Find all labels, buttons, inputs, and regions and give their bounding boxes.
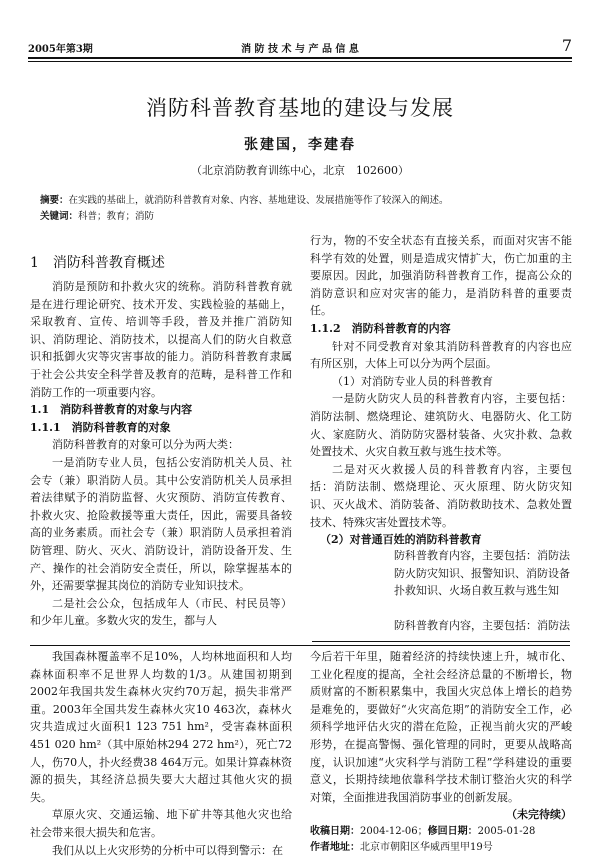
paragraph — [310, 648, 572, 822]
bottom-right-column — [310, 648, 572, 856]
running-header — [28, 38, 572, 56]
keywords — [40, 209, 570, 225]
section-heading-1-1-1: 1.1.1 消防科普教育的对象 — [30, 420, 171, 434]
paragraph-text: 今后若干年里，随着经济的持续快速上升，城市化、工业化程度的提高，全社会经济总量的不断增长，物质财富的不断积累集中，我国火灾总体上增长的趋势是难免的，要做好“火灾高危期”的消防安全工作，必须科学地评估火灾的潜在危险，正视当前火灾的严峻形势，在提高警惕、强化管理的同时，更要从战略高度，认识加速“火灾科学与消防工程”学科建设的重要意义，长期持续地依靠科学技术制订整治火灾的科学对策，全面推进我国消防事业的创新发展。 — [310, 650, 572, 804]
paragraph: 一是消防专业人员，包括公安消防机关人员、社会专（兼）职消防人员。其中公安消防机关人员承担着法律赋予的消防监督、火灾预防、消防宣传教育、扑救火灾、抢险救援等重大责任，因此，需要具备较高的业务素质。而社会专（兼）职消防人员承担着消防管理、防火、灭火、消防设计，消防设备开发、生产、操作的社会消防安全责任，所以，除掌握基本的外，还需要掌握其岗位的消防专业知识技术。 — [30, 455, 292, 593]
paragraph: 二是社会公众，包括成年人（市民、村民员等）和少年儿童。多数火灾的发生，都与人 — [30, 596, 292, 628]
paragraph: 针对不同受教育对象其消防科普教育的内容也应有所区别，大体上可以分为两个层面。 — [310, 339, 572, 371]
paragraph: 消防是预防和扑救火灾的统称。消防科普教育就是在进行理论研究、技术开发、实践检验的基础上，采取教育、宣传、培训等手段，普及并推广消防知识、消防理论、消防技术，以提高人们的防火自救意识和抵御火灾等灾害事故的能力。消防科普教育隶属于社会公共安全科学普及教育的范畴，是科普工作和消防工作的一项重要内容。 — [30, 280, 292, 399]
overlaid-text-box — [312, 531, 570, 642]
author-address-text: 北京市朝阳区华威西里甲19号 — [360, 841, 493, 853]
box-line: 防科普教育内容，主要包括：消防法 — [394, 549, 570, 562]
header-rule-thick — [28, 57, 572, 59]
author-affiliation: （北京消防教育训练中心，北京 102600） — [191, 164, 409, 177]
box-line: 防科普教育内容，主要包括：消防法 — [394, 619, 570, 633]
paragraph: 我国森林覆盖率不足10%，人均林地面积和人均森林面积率不足世界人均数的1/3。从建国初期到2002年我国共发生森林火灾约70万起，损失非常严重。2003年全国共发生森林火灾10 463次，森林火灾共造成过火面积1 123 751 hm²，受害森林面积451 020 hm²（其中原始林294 272 hm²），死亡72人，伤70人，扑火经费38 464万元。如果计算森林资源的损失，其经济总损失要大大超过其他火灾的损失。 — [30, 650, 292, 804]
revised-date: 2005-01-28 — [477, 825, 536, 837]
bottom-left-column — [30, 648, 292, 859]
abstract-block — [40, 193, 570, 225]
box-heading: （2）对普通百姓的消防科普教育 — [320, 533, 482, 546]
header-rule-thin — [28, 61, 572, 62]
right-column — [310, 232, 572, 531]
revised-label: 修回日期： — [427, 825, 478, 837]
to-be-continued: （未完待续） — [506, 808, 572, 822]
box-line: 防火防灾知识、报警知识、消防设备 — [394, 566, 570, 580]
paragraph: 草原火灾、交通运输、地下矿井等其他火灾也给社会带来很大损失和危害。 — [30, 808, 292, 839]
subheading: （1）对消防专业人员的科普教育 — [332, 374, 493, 388]
journal-column-title: 消 防 技 术 与 产 品 信 息 — [241, 44, 359, 55]
keywords-text: 科普；教育；消防 — [78, 211, 155, 222]
section-heading-1-1-2: 1.1.2 消防科普教育的内容 — [310, 321, 451, 335]
box-lines — [312, 547, 570, 635]
author-address-label: 作者地址： — [310, 841, 360, 853]
article-authors: 张建国，李建春 — [244, 137, 356, 153]
author-address — [310, 840, 572, 856]
article-title: 消防科普教育基地的建设与发展 — [146, 96, 454, 120]
box-line: 扑救知识、火场自救互救与逃生知 — [394, 584, 559, 598]
paragraph: 二是对灭火救援人员的科普教育内容，主要包括：消防法制、燃烧理论、灭火原理、防火防灾知识、灭火战术、消防装备、消防救助技术、急救处置技术、特殊灾害处置技术等。 — [310, 462, 572, 529]
paragraph: 行为，物的不安全状态有直接关系，而面对灾害不能科学有效的处置，则是造成灾情扩大，伤亡加重的主要原因。因此，加强消防科普教育工作，提高公众的消防意识和应对灾害的能力，是消防科普的重要责任。 — [310, 234, 572, 318]
received-date: 2004-12-06； — [360, 825, 428, 837]
abstract-label: 摘要： — [40, 195, 69, 206]
received-label: 收稿日期： — [310, 825, 360, 837]
section-divider — [30, 645, 570, 646]
page-number: 7 — [561, 36, 572, 55]
left-column — [30, 246, 292, 630]
paragraph: 一是防火防灾人员的科普教育内容，主要包括：消防法制、燃烧理论、建筑防火、电器防火、化工防火、家庭防火、消防防灾器材装备、火灾扑救、急救处置技术、火灾自救互救与逃生技术等。 — [310, 392, 572, 459]
box-line — [394, 600, 570, 618]
paragraph: 消防科普教育的对象可以分为两大类： — [52, 438, 239, 452]
abstract — [40, 193, 570, 209]
section-heading-1-1: 1.1 消防科普教育的对象与内容 — [30, 403, 193, 417]
abstract-text: 在实践的基础上，就消防科普教育对象、内容、基地建设、发展措施等作了较深入的阐述。 — [68, 195, 449, 206]
section-heading-1: 1 消防科普教育概述 — [30, 255, 165, 271]
paragraph: 我们从以上火灾形势的分析中可以得到警示：在 — [52, 843, 283, 857]
keywords-label: 关键词： — [40, 211, 79, 222]
received-dates — [310, 824, 572, 840]
journal-issue: 2005年第3期 — [28, 44, 93, 55]
